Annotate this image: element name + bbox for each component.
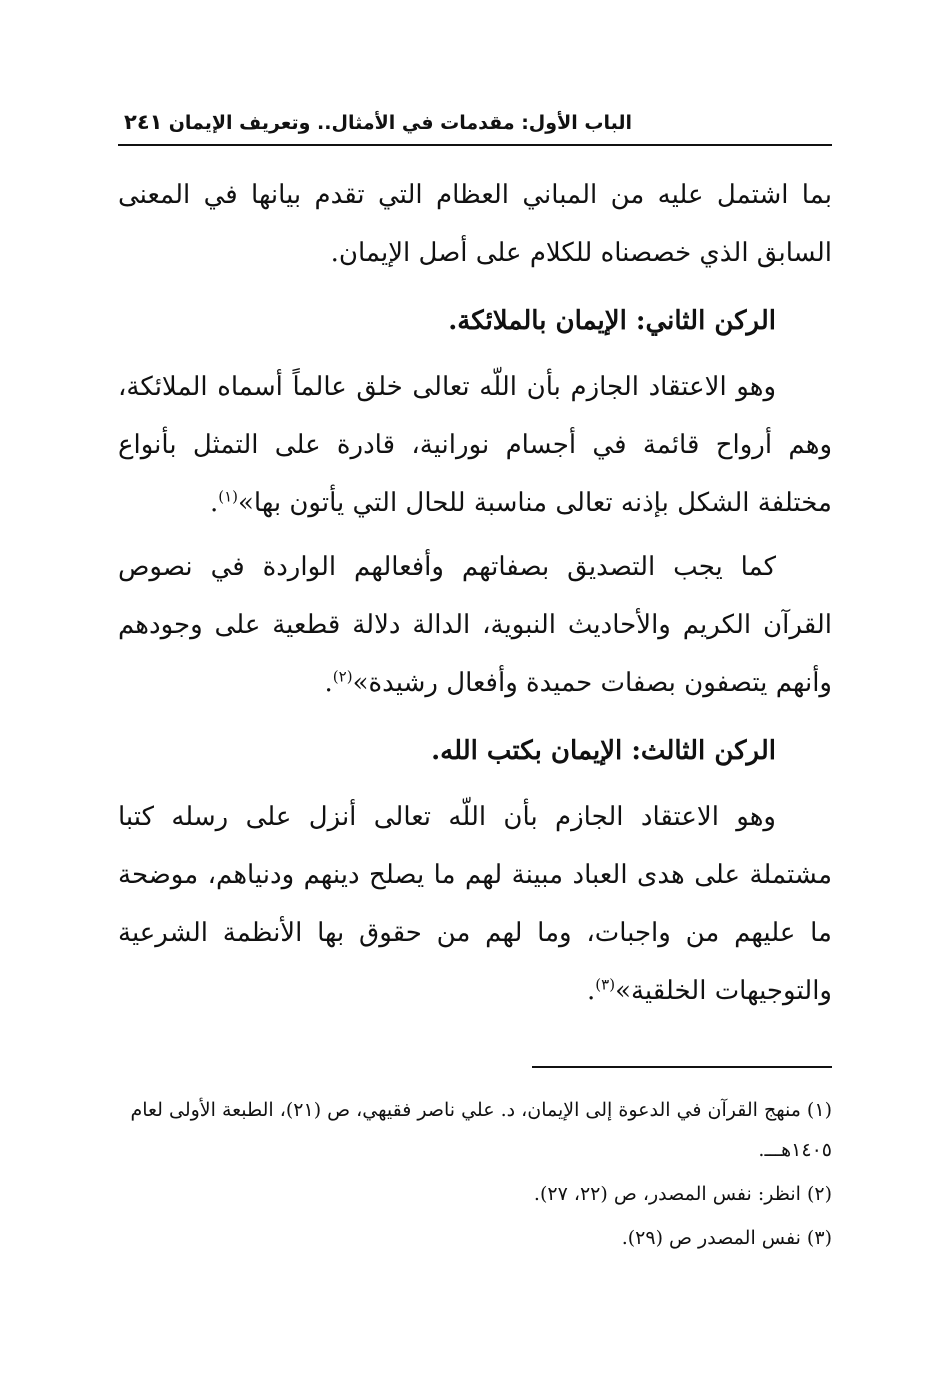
sentence-end: .: [209, 488, 219, 518]
paragraph-text: كما يجب التصديق بصفاتهم وأفعالهم الواردة في نصوص القرآن الكريم والأحاديث النبوية، الدالة دلالة قطعية على وجودهم وأنهم يتصفون بصفات حميدة وأفعال رشيدة»: [118, 552, 832, 698]
footnote-reference[interactable]: (١): [218, 487, 238, 506]
paragraph-text: وهو الاعتقاد الجازم بأن اللّه تعالى خلق عالماً أسماه الملائكة، وهم أرواح قائمة في أجسام نورانية، قادرة على التمثل بأنواع مختلفة الشكل بإذنه تعالى مناسبة للحال التي يأتون بها»: [118, 372, 832, 518]
paragraph-text: وهو الاعتقاد الجازم بأن اللّه تعالى أنزل على رسله كتبا مشتملة على هدى العباد مبينة لهم ما يصلح دينهم ودنياهم، موضحة ما عليهم من واجبات، وما لهم من حقوق بها الأنظمة الشرعية والتوجيهات الخلقية»: [118, 802, 832, 1006]
book-page: [118, 100, 832, 1300]
footnote-reference[interactable]: (٢): [332, 667, 353, 686]
footnote-divider: [532, 1066, 832, 1068]
section-heading-books: الركن الثالث: الإيمان بكتب الله.: [431, 736, 776, 766]
footnote-3: (٣) نفس المصدر ص (٢٩).: [621, 1227, 832, 1249]
page-number: ٢٤١: [124, 110, 163, 134]
sentence-end: .: [587, 976, 596, 1006]
running-header: [118, 100, 832, 146]
section-heading-angels: الركن الثاني: الإيمان بالملائكة.: [448, 306, 776, 336]
footnotes: [118, 1090, 832, 1262]
paragraph-continuation: [118, 166, 832, 282]
footnote-1: (١) منهج القرآن في الدعوة إلى الإيمان، د. علي ناصر فقيهي، ص (٢١)، الطبعة الأولى لعام ١٤٠٥هـــ.: [130, 1099, 832, 1161]
paragraph-books-definition: [118, 788, 832, 1020]
paragraph-angels-attributes: [118, 538, 832, 712]
paragraph-text: بما اشتمل عليه من المباني العظام التي تقدم بيانها في المعنى السابق الذي خصصناه للكلام على أصل الإيمان.: [118, 180, 832, 268]
footnote-reference[interactable]: (٣): [595, 975, 616, 994]
body-text: [118, 166, 832, 1020]
running-title: الباب الأول: مقدمات في الأمثال.. وتعريف الإيمان: [168, 112, 632, 134]
footnote-2: (٢) انظر: نفس المصدر، ص (٢٢، ٢٧).: [533, 1183, 832, 1205]
sentence-end: .: [324, 668, 333, 698]
paragraph-angels-definition: [118, 358, 832, 532]
